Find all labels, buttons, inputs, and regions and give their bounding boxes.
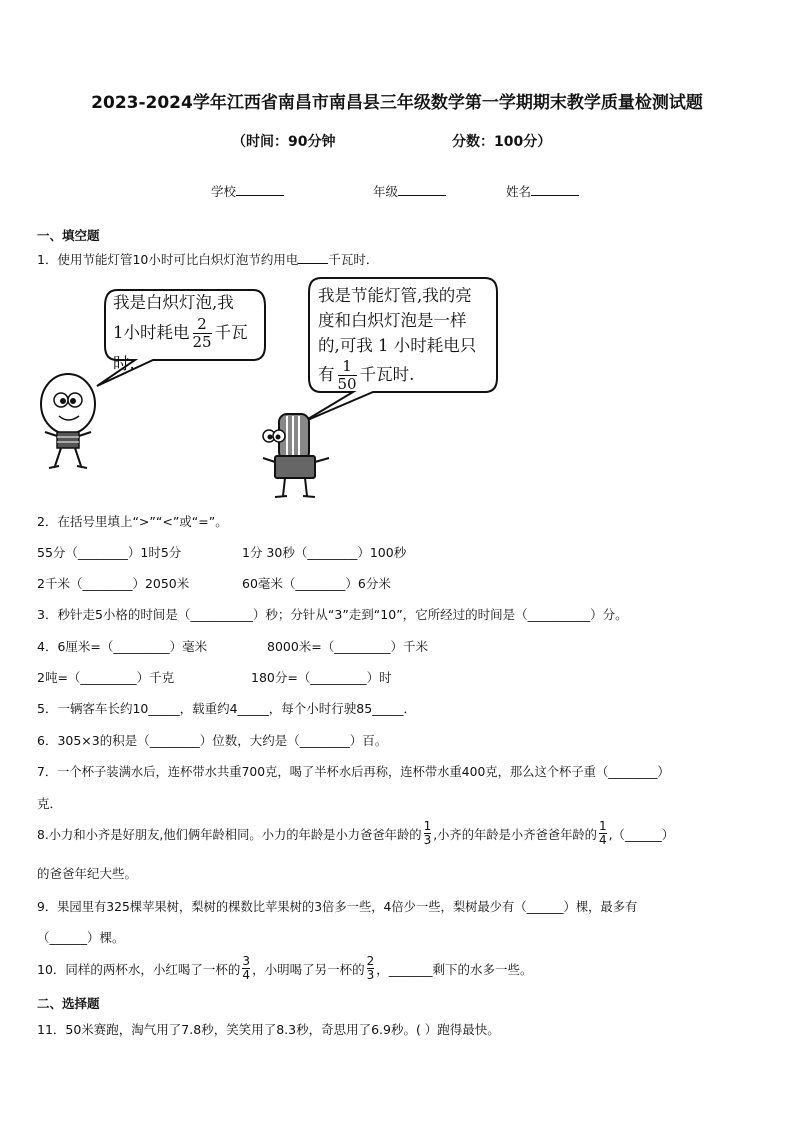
exam-score: 分数：100分） [452, 134, 552, 150]
question-2-row-1a[interactable]: 55分（________）1时5分 [37, 545, 182, 560]
fraction-3-4: $\frac{3}{4}$ [242, 954, 251, 982]
fraction-2-25: $\frac{2}{25}$ [192, 315, 212, 351]
section-choice-title: 二、选择题 [37, 996, 100, 1011]
question-1-text-end: 千瓦时． [328, 252, 379, 267]
left-bubble-line-1: 我是白炽灯泡,我 [113, 293, 234, 312]
question-8-line-2: 的爸爸年纪大些。 [37, 866, 138, 881]
grade-blank[interactable] [398, 182, 446, 196]
question-11[interactable]: 11．50米赛跑，淘气用了7.8秒，笑笑用了8.3秒，奇思用了6.9秒。( ）跑得最快。 [37, 1022, 500, 1037]
question-7-line-2: 克． [37, 796, 63, 811]
right-bubble-line-2: 度和白炽灯泡是一样 [318, 311, 467, 330]
question-4-row-2a[interactable]: 2吨=（_________）千克 [37, 670, 175, 685]
school-field[interactable] [211, 182, 284, 200]
question-4-row-1b[interactable]: 8000米=（_________）千米 [267, 639, 429, 654]
light-bulb-cartoon-icon [41, 374, 95, 468]
fraction-1-3: $\frac{1}{3}$ [423, 819, 432, 847]
question-1-blank[interactable] [298, 250, 328, 264]
question-9-line-2[interactable]: （______）棵。 [37, 930, 125, 945]
exam-time: （时间：90分钟 [232, 134, 336, 150]
question-7-line-1[interactable]: 7．一个杯子装满水后，连杯带水共重700克，喝了半杯水后再称，连杯带水重400克，那么这个杯子重（________） [37, 765, 670, 779]
question-2: 2．在括号里填上“>”“<”或“=”。 [37, 514, 228, 529]
name-blank[interactable] [531, 182, 579, 196]
school-blank[interactable] [236, 182, 284, 196]
fraction-1-50: $\frac{1}{50}$ [337, 357, 357, 393]
left-bubble-text [113, 290, 263, 377]
question-3[interactable]: 3．秒针走5小格的时间是（__________）秒；分针从“3”走到“10”，它所经过的时间是（__________）分。 [37, 607, 628, 622]
grade-label: 年级 [373, 184, 399, 199]
section-fill-blank-title: 一、填空题 [37, 228, 100, 243]
question-2-row-2a[interactable]: 2千米（________）2050米 [37, 576, 190, 591]
name-field[interactable] [506, 182, 579, 200]
question-5[interactable]: 5．一辆客车长约10_____，载重约4_____，每个小时行驶85_____． [37, 701, 416, 716]
question-6[interactable]: 6．305×3的积是（________）位数，大约是（________）百。 [37, 733, 388, 748]
question-2-row-1b[interactable]: 1分 30秒（________）100秒 [242, 545, 407, 560]
left-bubble-line-3: 时. [113, 354, 135, 373]
question-2-row-2b[interactable]: 60毫米（________）6分米 [242, 576, 391, 591]
energy-saving-lamp-cartoon-icon [263, 414, 329, 497]
question-1 [37, 250, 378, 268]
page-title: 2023-2024学年江西省南昌市南昌县三年级数学第一学期期末教学质量检测试题 [91, 93, 703, 113]
right-bubble-text [318, 283, 500, 393]
name-label: 姓名 [506, 184, 532, 199]
left-bubble-line-2: 1小时耗电 $\frac{2}{25}$ 千瓦 [113, 315, 248, 351]
right-bubble-line-4: 有 $\frac{1}{50}$ 千瓦时. [318, 357, 415, 393]
question-1-text: 1．使用节能灯管10小时可比白炽灯泡节约用电 [37, 252, 299, 267]
question-10[interactable]: 10．同样的两杯水，小红喝了一杯的 $\frac{3}{4}$ ，小明喝了另一杯的 $\frac{2}{3}$ ，_______剩下的水多一些。 [37, 954, 533, 982]
question-8-line-1[interactable]: 8.小力和小齐是好朋友,他们俩年龄相同。小力的年龄是小力爸爸年龄的 $\frac{1}{3}$ ,小齐的年龄是小齐爸爸年龄的 $\frac{1}{4}$ ,（______） [37, 819, 675, 847]
fraction-2-3: $\frac{2}{3}$ [366, 954, 375, 982]
school-label: 学校 [211, 184, 237, 199]
question-4-row-1a[interactable]: 4．6厘米=（_________）毫米 [37, 639, 208, 654]
fraction-1-4: $\frac{1}{4}$ [598, 819, 607, 847]
grade-field[interactable] [373, 182, 446, 200]
right-bubble-line-3: 的,可我 1 小时耗电只 [318, 336, 477, 355]
right-bubble-line-1: 我是节能灯管,我的亮 [318, 286, 472, 305]
question-4-row-2b[interactable]: 180分=（_________）时 [251, 670, 392, 685]
question-9-line-1[interactable]: 9．果园里有325棵苹果树，梨树的棵数比苹果树的3倍多一些，4倍少一些，梨树最少有（______）棵，最多有 [37, 900, 638, 914]
